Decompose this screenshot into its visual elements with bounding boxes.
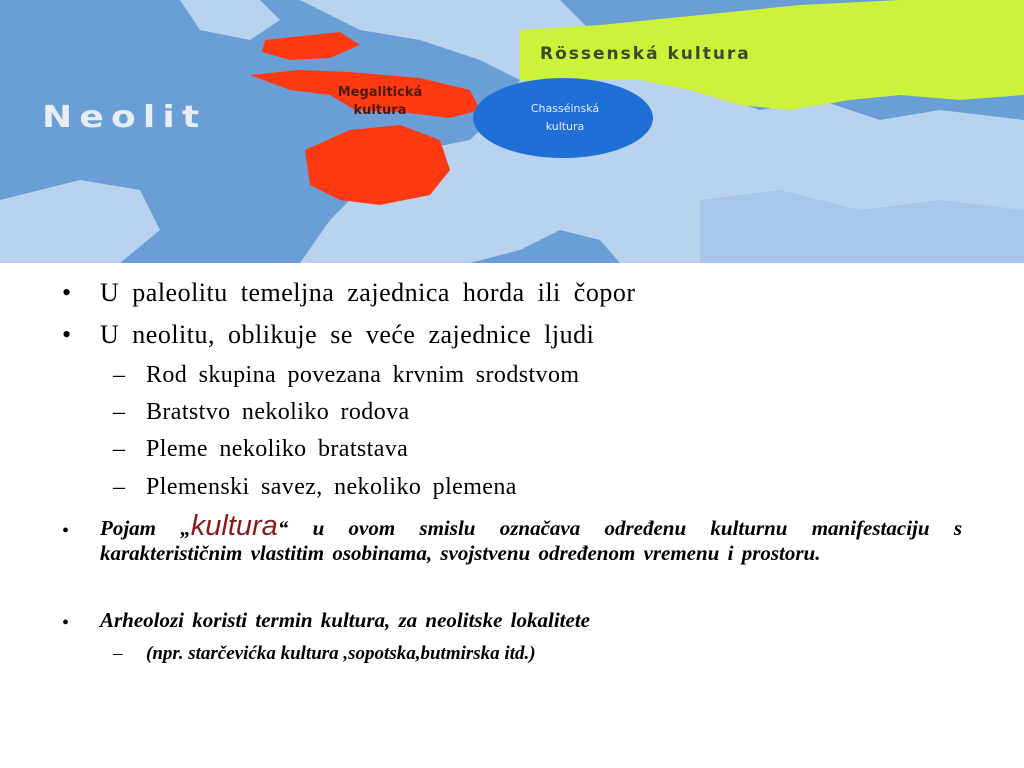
map-label-megalit-line1: Megalitická: [337, 85, 423, 100]
dash-symbol: –: [113, 474, 126, 500]
bullet-text: U neolitu, oblikuje se veće zajednice ljudi: [100, 320, 595, 349]
kultura-highlight: kultura: [190, 510, 278, 542]
dash-symbol: –: [113, 362, 126, 388]
map-label-chass: [480, 100, 650, 136]
bullet-symbol: •: [62, 520, 70, 542]
kultura-paragraph: [100, 510, 962, 566]
map-label-rossen: Rössenská kultura: [540, 44, 751, 64]
dash-symbol: –: [113, 643, 123, 664]
dash-symbol: –: [113, 436, 126, 462]
paragraph-prefix: Pojam „: [100, 516, 191, 540]
subbullet-text: Plemenski savez, nekoliko plemena: [146, 474, 517, 500]
paragraph-suffix: “ u ovom smislu označava određenu kulturnu manifestaciju s karakterističnim vlastitim osobinama, svojstvenu određenom vremenu i prostoru.: [100, 516, 962, 565]
example-subbullet-text: (npr. starčevićka kultura ,sopotska,butmirska itd.): [146, 643, 536, 664]
subbullet-text: Bratstvo nekoliko rodova: [146, 399, 410, 425]
bullet-symbol: •: [62, 320, 72, 349]
bullet-symbol: •: [62, 612, 70, 634]
bullet-symbol: •: [62, 278, 72, 307]
arheolozi-bullet-text: Arheolozi koristi termin kultura, za neolitske lokalitete: [100, 608, 590, 632]
map-label-neolit: Neolit: [42, 100, 207, 135]
map-image: [0, 0, 1024, 263]
subbullet-text: Pleme nekoliko bratstava: [146, 436, 409, 462]
map-label-chass-line2: kultura: [545, 120, 585, 133]
dash-symbol: –: [113, 399, 126, 425]
bullet-text: U paleolitu temeljna zajednica horda ili čopor: [100, 278, 636, 307]
map-label-megalit-line2: kultura: [353, 103, 407, 118]
map-label-megalit: [290, 84, 470, 120]
map-label-chass-line1: Chasséinská: [530, 102, 600, 115]
subbullet-text: Rod skupina povezana krvnim srodstvom: [146, 362, 580, 388]
